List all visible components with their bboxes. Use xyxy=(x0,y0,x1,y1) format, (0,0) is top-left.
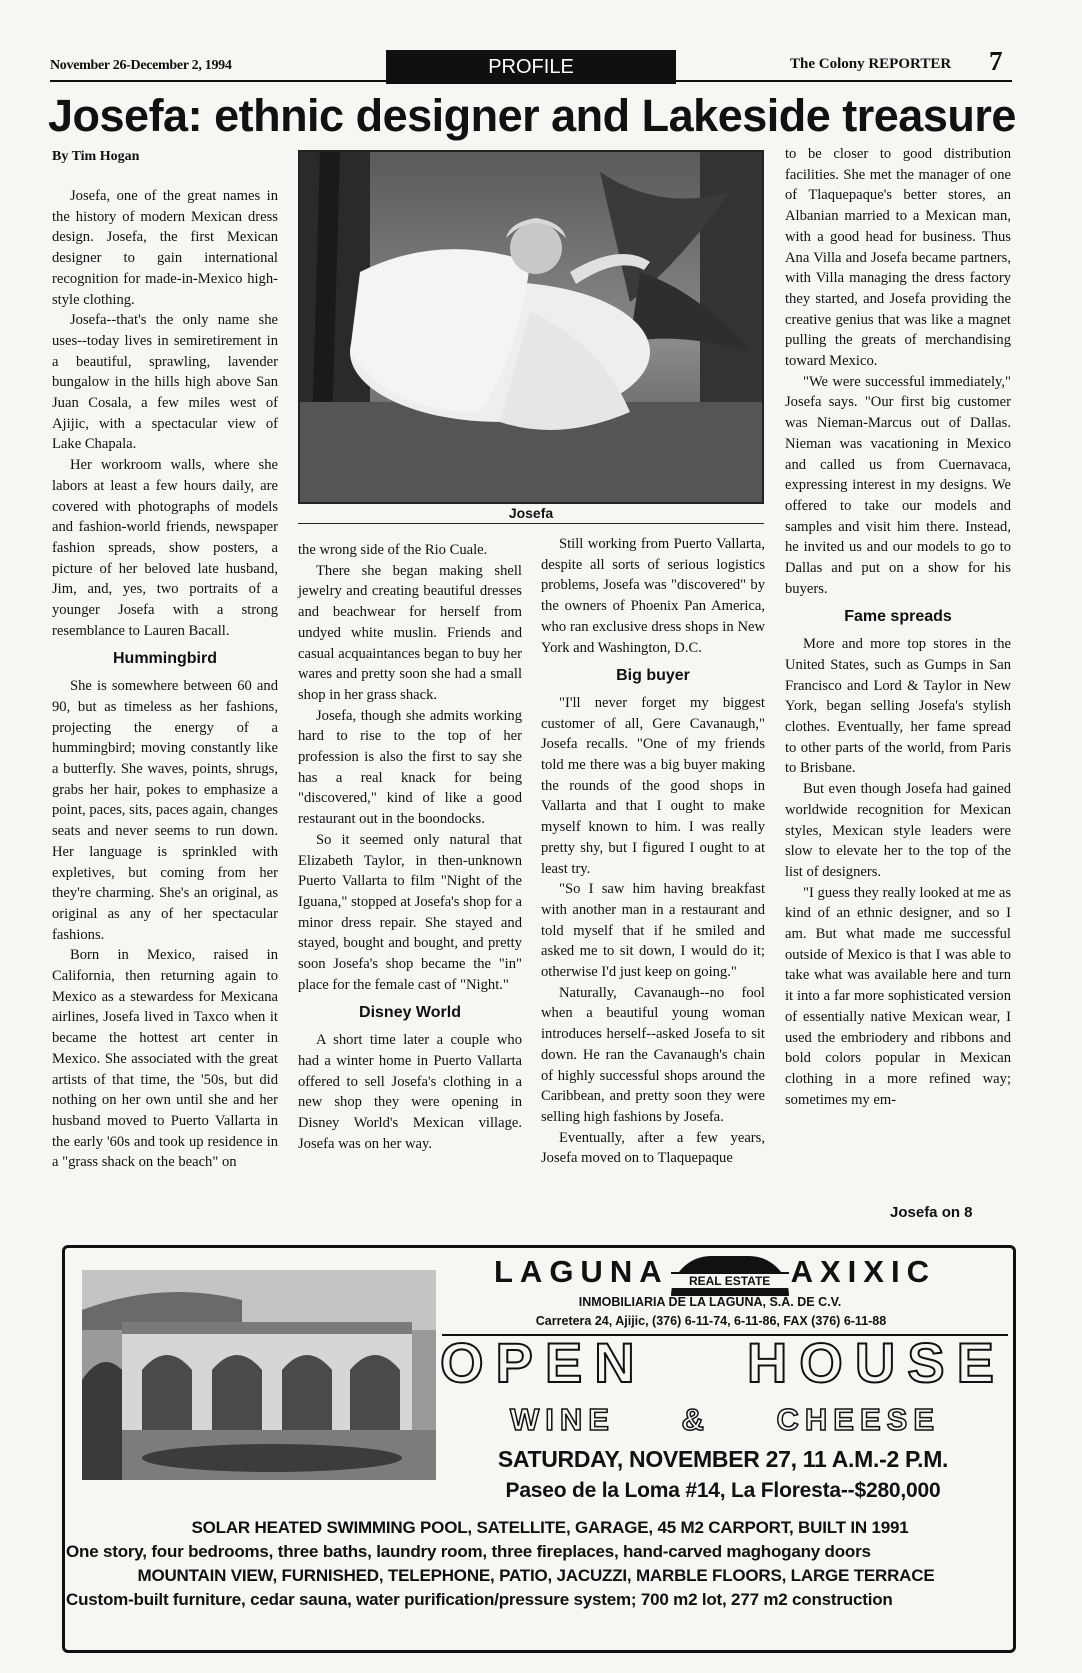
event-date: SATURDAY, NOVEMBER 27, 11 A.M.-2 P.M. xyxy=(497,1446,949,1472)
brand-axixic: AXIXIC xyxy=(790,1254,936,1289)
event-location-price: Paseo de la Loma #14, La Floresta--$280,000 xyxy=(505,1479,941,1502)
paragraph: "So I saw him having breakfast with another man in a restaurant and told myself that if he smiled and asked me to sit down, I would do it; otherwise I'd just keep on going." xyxy=(541,881,765,981)
wine-cheese-title: WINE & CHEESE xyxy=(510,1402,940,1437)
paragraph: "I'll never forget my biggest customer of all, Gere Cavanaugh," Josefa recalls. "One of my friends told me there was a big buyer making the rounds of the good shops in Vallarta and that I ought to make myself known to him. I was really pretty shy, but I figured I ought to at least try. xyxy=(541,694,765,877)
paragraph: She is somewhere between 60 and 90, but as timeless as her fashions, projecting the energy of a hummingbird; moving constantly like a butterfly. She waves, points, shrugs, grabs her hair, pokes to emphasize a point, paces, sits, paces again, changes seats and never seems to run down. Her language is sprinkled with expletives, but coming from her they're charming. She's an original, as original as any of her spectacular fashions. xyxy=(52,678,278,943)
subhead-hummingbird: Hummingbird xyxy=(113,650,217,668)
masthead-rule-left xyxy=(50,80,386,82)
paragraph: "I guess they really looked at me as kind of an ethnic designer, and so I am. But what made me successful outside of Mexico is that I was able to take what was available here and turn it into a far more sophisticated version of essentially native Mexican wear, I used the embriodery and ribbons and bold colors popular in Mexican clothing in a more refined way; sometimes my em- xyxy=(785,884,1011,1108)
company-address: Carretera 24, Ajijic, (376) 6-11-74, 6-11-86, FAX (376) 6-11-88 xyxy=(535,1314,887,1328)
page-number: 7 xyxy=(989,46,1003,76)
newspaper-name: The Colony REPORTER xyxy=(790,56,952,72)
subhead-fame-spreads: Fame spreads xyxy=(844,608,952,626)
realtor-logo xyxy=(494,1254,974,1290)
paragraph: Josefa, one of the great names in the history of modern Mexican dress design. Josefa, the first Mexican designer to gain international recognition for made-in-Mexico high-style clothing. xyxy=(52,188,278,308)
article-column-4 xyxy=(785,144,1011,1110)
dome-logo-icon xyxy=(671,1256,789,1288)
article-column-3 xyxy=(541,534,765,1169)
open-house-title: OPEN HOUSE xyxy=(440,1331,1006,1394)
paragraph: A short time later a couple who had a winter home in Puerto Vallarta offered to sell Josefa's clothing in a new shop they were opening in Disney World's Mexican village. Josefa was on her way. xyxy=(298,1032,522,1152)
house-photo xyxy=(82,1270,436,1480)
paragraph: More and more top stores in the United States, such as Gumps in San Francisco and Lord & Taylor in New York, began selling Josefa's stylish clothes. Eventually, her fame spread to other parts of the world, from Paris to Brisbane. xyxy=(785,636,1011,777)
brand-real-estate: REAL ESTATE xyxy=(671,1272,789,1288)
feature-line: SOLAR HEATED SWIMMING POOL, SATELLITE, GARAGE, 45 M2 CARPORT, BUILT IN 1991 xyxy=(191,1518,909,1537)
paragraph: There she began making shell jewelry and creating beautiful dresses and beachwear for herself from undyed white muslin. Friends and casual acquaintances began to buy her wares and pretty soon she had a small shop in her grass shack. xyxy=(298,562,522,703)
paragraph: But even though Josefa had gained worldwide recognition for Mexican styles, Mexican style leaders were slow to elevate her to the top of the list of designers. xyxy=(785,781,1011,880)
caption-rule xyxy=(298,523,764,524)
paragraph: Josefa--that's the only name she uses--today lives in semiretirement in a beautiful, sprawling, lavender bungalow in the hills high above San Juan Cosala, a few miles west of Ajijic, with a spectacular view of Lake Chapala. xyxy=(52,312,278,453)
photo-caption: Josefa xyxy=(508,505,554,521)
paragraph: Eventually, after a few years, Josefa moved on to Tlaquepaque xyxy=(541,1129,765,1167)
paragraph: Born in Mexico, raised in California, then returning again to Mexico as a stewardess for Mexicana airlines, Josefa lived in Taxco when it became the hottest art center in Mexico. She associated with the great artists of that time, the '50s, but did nothing on her own until she and her husband moved to Puerto Vallarta in the early '60s and took up residence in a "grass shack on the beach" on xyxy=(52,947,278,1171)
paragraph: Her workroom walls, where she labors at least a few hours daily, are covered with photographs of models and fashion-world friends, newspaper fashion spreads, show posters, a picture of her beloved late husband, Jim, and, yes, two portraits of a younger Josefa with a strong resemblance to Lauren Bacall. xyxy=(52,457,278,639)
paragraph: So it seemed only natural that Elizabeth Taylor, in then-unknown Puerto Vallarta to film "Night of the Iguana," stopped at Josefa's shop for a minor dress repair. She stayed and stayed, bought and bought, and pretty soon Josefa's shop became the "in" place for the female cast of "Night." xyxy=(298,831,522,993)
paragraph: Josefa, though she admits working hard to rise to the top of her profession is also the first to say she has a real knack for being "discovered," kind of like a good restaurant out in the boondocks. xyxy=(298,707,522,828)
headline: Josefa: ethnic designer and Lakeside treasure xyxy=(48,90,1016,141)
subhead-big-buyer: Big buyer xyxy=(616,667,690,685)
feature-line: Custom-built furniture, cedar sauna, water purification/pressure system; 700 m2 lot, 277 m2 construction xyxy=(66,1590,893,1609)
paragraph: to be closer to good distribution facilities. She met the manager of one of Tlaquepaque's better stores, an Albanian married to a Mexican man, with a good head for business. Thus Ana Villa and Josefa became partners, with Villa managing the dress factory they started, and Josefa providing the creative genius that was like a magnet pulling the greats of merchandising toward Mexico. xyxy=(785,146,1011,370)
josefa-photo xyxy=(298,150,764,504)
issue-date: November 26-December 2, 1994 xyxy=(50,58,232,73)
brand-laguna: LAGUNA xyxy=(494,1254,669,1289)
feature-line: One story, four bedrooms, three baths, laundry room, three fireplaces, hand-carved maghogany doors xyxy=(66,1542,871,1561)
masthead-rule-right xyxy=(676,80,1012,82)
article-column-2 xyxy=(298,540,522,1154)
article-column-1 xyxy=(52,186,278,1173)
paragraph: the wrong side of the Rio Cuale. xyxy=(298,542,488,558)
feature-line: MOUNTAIN VIEW, FURNISHED, TELEPHONE, PATIO, JACUZZI, MARBLE FLOORS, LARGE TERRACE xyxy=(137,1566,935,1585)
paragraph: "We were successful immediately," Josefa says. "Our first big customer was Nieman-Marcus out of Dallas. Nieman was vacationing in Mexico and called us from Cuernavaca, expressing interest in my designs. We offered to take our models and samples and visit him there. Instead, he invited us and our models to go to Dallas and put on a show for his buyers. xyxy=(785,373,1011,597)
jump-line: Josefa on 8 xyxy=(890,1204,973,1221)
subhead-disney-world: Disney World xyxy=(359,1004,461,1022)
paragraph: Naturally, Cavanaugh--no fool when a beautiful young woman introduces herself--asked Josefa to sit down. He ran the Cavanaugh's chain of highly successful shops around the Caribbean, and pretty soon they were selling high fashions by Josefa. xyxy=(541,984,765,1125)
company-name: INMOBILIARIA DE LA LAGUNA, S.A. DE C.V. xyxy=(578,1295,842,1309)
byline: By Tim Hogan xyxy=(52,149,140,164)
paragraph: Still working from Puerto Vallarta, despite all sorts of serious logistics problems, Josefa was "discovered" by the owners of Phoenix Pan America, who ran exclusive dress shops in New York and Washington, D.C. xyxy=(541,536,765,656)
section-label: PROFILE xyxy=(386,50,676,84)
